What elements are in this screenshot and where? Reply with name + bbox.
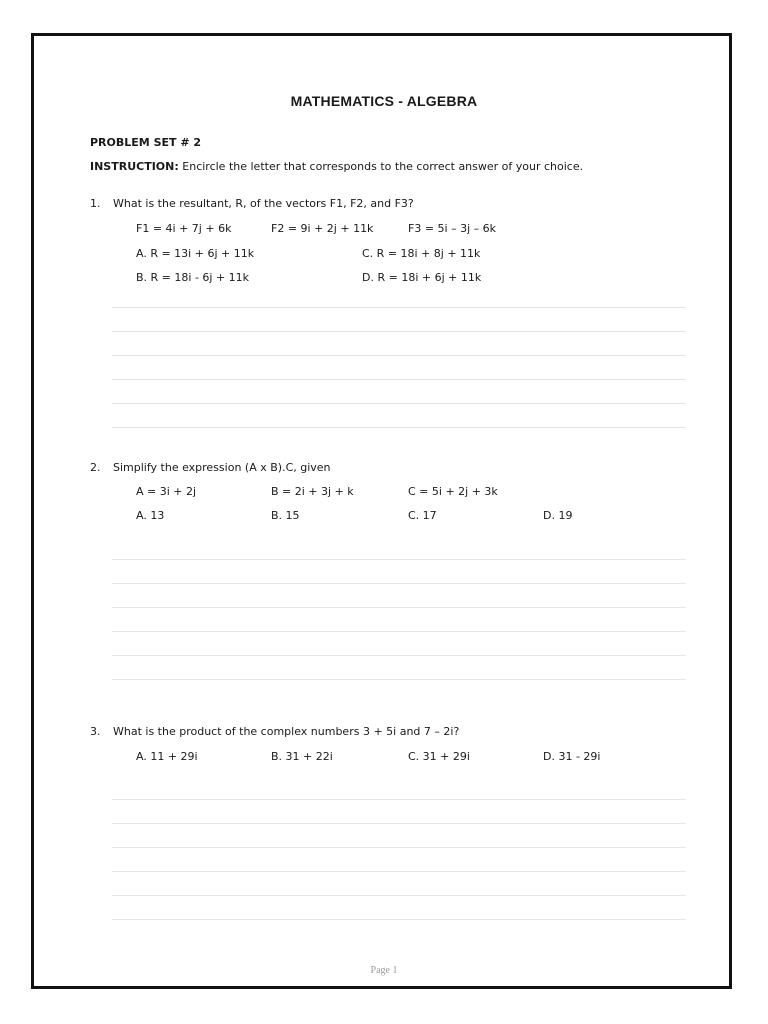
instruction (90, 160, 583, 173)
answer-line (112, 427, 686, 428)
answer-line (112, 847, 686, 848)
question-1-choice-a[interactable]: A. R = 13i + 6j + 11k (136, 247, 255, 260)
answer-line (112, 379, 686, 380)
answer-line (112, 871, 686, 872)
question-2-choice-a[interactable]: A. 13 (136, 509, 165, 522)
question-3-text: What is the product of the complex numbers 3 + 5i and 7 – 2i? (113, 725, 460, 738)
answer-line (112, 679, 686, 680)
question-2-given-b: B = 2i + 3j + k (271, 485, 354, 498)
problem-set-heading: PROBLEM SET # 2 (90, 136, 202, 149)
question-3-choice-d[interactable]: D. 31 - 29i (543, 750, 601, 763)
question-2-given-a: A = 3i + 2j (136, 485, 197, 498)
answer-line (112, 307, 686, 308)
answer-line (112, 823, 686, 824)
answer-line (112, 355, 686, 356)
answer-line (112, 895, 686, 896)
question-1-given-f2: F2 = 9i + 2j + 11k (271, 222, 374, 235)
answer-line (112, 655, 686, 656)
question-2-choice-d[interactable]: D. 19 (543, 509, 573, 522)
question-1-choice-b[interactable]: B. R = 18i - 6j + 11k (136, 271, 250, 284)
question-1-text: What is the resultant, R, of the vectors F1, F2, and F3? (113, 197, 414, 210)
question-1-choice-c[interactable]: C. R = 18i + 8j + 11k (362, 247, 481, 260)
answer-line (112, 583, 686, 584)
answer-line (112, 799, 686, 800)
question-2-choice-c[interactable]: C. 17 (408, 509, 437, 522)
question-2-text: Simplify the expression (A x B).C, given (113, 461, 331, 474)
question-1-number: 1. (90, 197, 101, 210)
question-1-given-f3: F3 = 5i – 3j – 6k (408, 222, 496, 235)
question-1-given-f1: F1 = 4i + 7j + 6k (136, 222, 232, 235)
answer-line (112, 631, 686, 632)
document-title: MATHEMATICS - ALGEBRA (290, 93, 478, 109)
instruction-label: INSTRUCTION: (90, 160, 179, 173)
question-2-choice-b[interactable]: B. 15 (271, 509, 300, 522)
page-number: Page 1 (370, 965, 398, 976)
answer-line (112, 607, 686, 608)
answer-line (112, 331, 686, 332)
question-3-choice-b[interactable]: B. 31 + 22i (271, 750, 333, 763)
question-3-choice-a[interactable]: A. 11 + 29i (136, 750, 198, 763)
question-2-given-c: C = 5i + 2j + 3k (408, 485, 498, 498)
question-2-number: 2. (90, 461, 101, 474)
instruction-text: Encircle the letter that corresponds to the correct answer of your choice. (182, 160, 584, 173)
question-3-choice-c[interactable]: C. 31 + 29i (408, 750, 470, 763)
question-3-number: 3. (90, 725, 101, 738)
answer-line (112, 403, 686, 404)
answer-line (112, 919, 686, 920)
question-1-choice-d[interactable]: D. R = 18i + 6j + 11k (362, 271, 482, 284)
answer-line (112, 559, 686, 560)
